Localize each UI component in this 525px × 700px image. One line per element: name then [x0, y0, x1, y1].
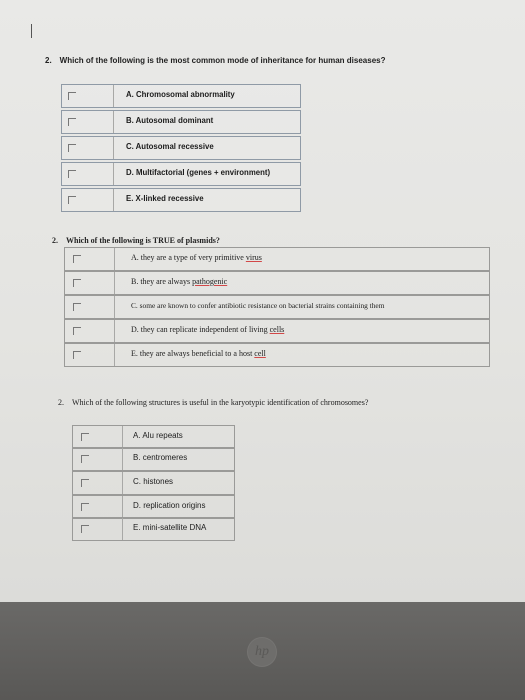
question-1-text: Which of the following is the most common mode of inheritance for human diseases?	[59, 56, 386, 65]
option-label: C. some are known to confer antibiotic resistance on bacterial strains containing them	[131, 301, 385, 310]
option-label: A. Alu repeats	[133, 431, 183, 440]
option-row[interactable]	[64, 343, 490, 367]
option-row[interactable]	[61, 162, 301, 186]
radio-button[interactable]	[73, 279, 81, 287]
hp-logo-icon: hp	[248, 638, 276, 666]
option-label: B. they are always pathogenic	[131, 277, 228, 286]
question-2-text: Which of the following is TRUE of plasmids?	[66, 236, 220, 245]
radio-button[interactable]	[81, 433, 89, 441]
text-cursor	[31, 24, 32, 38]
question-1-number: 2.	[45, 56, 52, 65]
radio-button[interactable]	[81, 455, 89, 463]
radio-button[interactable]	[81, 503, 89, 511]
radio-button[interactable]	[73, 327, 81, 335]
question-2-prompt	[52, 236, 220, 245]
option-label: C. Autosomal recessive	[126, 142, 214, 151]
option-row[interactable]	[61, 136, 301, 160]
option-row[interactable]	[64, 319, 490, 343]
option-label: A. they are a type of very primitive virus	[131, 253, 262, 262]
option-row[interactable]	[72, 447, 235, 471]
option-label: E. they are always beneficial to a host cell	[131, 349, 266, 358]
radio-button[interactable]	[81, 479, 89, 487]
option-row[interactable]	[72, 495, 235, 519]
question-3-text: Which of the following structures is useful in the karyotypic identification of chromosomes?	[72, 398, 369, 407]
option-row[interactable]	[64, 247, 490, 271]
option-label: E. X-linked recessive	[126, 194, 204, 203]
radio-button[interactable]	[68, 196, 76, 204]
option-label: D. they can replicate independent of living cells	[131, 325, 285, 334]
radio-button[interactable]	[81, 525, 89, 533]
option-row[interactable]	[61, 110, 301, 134]
option-label: D. replication origins	[133, 501, 206, 510]
question-1-prompt	[45, 56, 385, 65]
radio-button[interactable]	[73, 351, 81, 359]
radio-button[interactable]	[68, 170, 76, 178]
question-3-number: 2.	[58, 398, 64, 407]
option-label: E. mini-satellite DNA	[133, 523, 207, 532]
option-row[interactable]	[61, 84, 301, 108]
option-row[interactable]	[64, 295, 490, 319]
option-label: A. Chromosomal abnormality	[126, 90, 235, 99]
radio-button[interactable]	[68, 144, 76, 152]
radio-button[interactable]	[68, 118, 76, 126]
radio-button[interactable]	[73, 255, 81, 263]
option-row[interactable]	[72, 471, 235, 495]
question-3-options	[72, 425, 235, 541]
option-row[interactable]	[72, 517, 235, 541]
option-row[interactable]	[64, 271, 490, 295]
option-label: D. Multifactorial (genes + environment)	[126, 168, 271, 177]
radio-button[interactable]	[73, 303, 81, 311]
option-label: B. Autosomal dominant	[126, 116, 214, 125]
option-label: B. centromeres	[133, 453, 188, 462]
question-3-prompt	[58, 398, 368, 407]
option-row[interactable]	[61, 188, 301, 212]
question-2-number: 2.	[52, 236, 58, 245]
question-2-options	[64, 247, 490, 369]
question-1-options	[61, 84, 301, 212]
radio-button[interactable]	[68, 92, 76, 100]
option-label: C. histones	[133, 477, 174, 486]
option-row[interactable]	[72, 425, 235, 449]
